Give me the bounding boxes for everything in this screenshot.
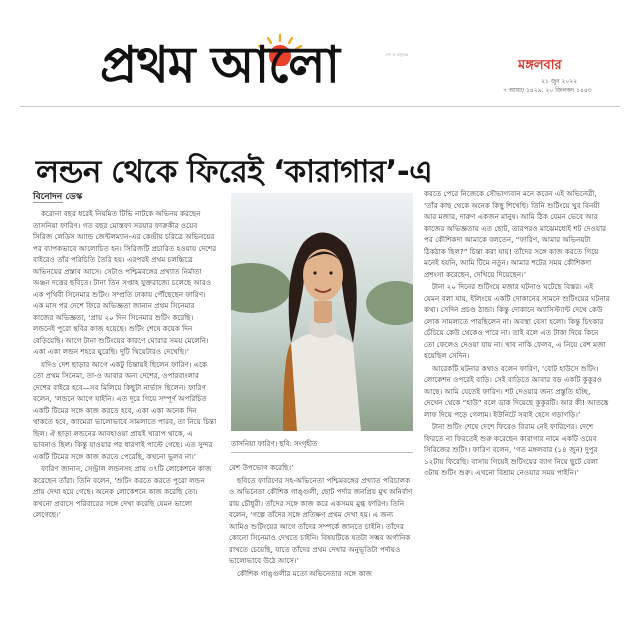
caption-divider [231,452,413,453]
byline-divider [33,202,63,203]
paragraph: আরেকটি ঘটনার কথাও বলেন ফারিণ, ‘বোট হাউসে শুটিং। লোকেশন ওপরেই বাড়ি। সেই বাড়িতে আবার বড় একটি কুকুরও আছে। আমি যেতেই ফারিণ। শট দেওয়ার জন্য প্রস্তুতি হচ্ছি, দেখেন থেকে “হাউ” বলে ডাক দিয়েছে কুকুরটি। আর কী! আতঙ্কে লাফ দিয়ে পড়ে গেলাম। ইউনিটে সবাই হেসে গড়াগড়ি।’ [424,363,609,419]
article-column-2 [229,462,413,617]
portrait-illustration [231,193,413,431]
article-column-3 [424,188,610,617]
paragraph: করতে পেরে নিজেকে সৌভাগ্যবান মনে করেন এই অভিনেত্রী, ‘তাঁর কাছ থেকে অনেক কিছু শিখেছি। তিনি শুটিংয়ে খুব বিনয়ী আর মজার, দারুণ একজন মানুষ। আমি ঠিক যেমন ভেবে আর কাজের অভিজ্ঞতায় এত ছোট, তারপরও মাঝেমধ্যেই শট দেওয়ার পর কৌশিকদা আমাকে বলতেন, “ফারিণ, আমার অভিনয়টা ঠিকঠাক ছিল?” চিন্তা করা যায়! তাঁদের সঙ্গে কাজ করতে গিয়ে মনেই হয়নি, আমি টিমে নতুন। আমার শটের সময় কৌশিকদা প্রশংসা করেছেন, দেখিয়ে দিয়েছেন।’ [424,189,607,279]
masthead [0,0,640,108]
edition-tag: দেশ ও মানুষের [385,52,409,57]
paragraph: করোনা বছর ধরেই নিয়মিত টিভি নাটকে অভিনয় করছেন তাসনিয়া ফারিণ। গত বছর মোস্তফা সরয়ার ফারুকীর ওয়েব সিরিজ লেডিস অ্যান্ড জেন্টলম্যান-এর কেন্দ্রীয় চরিত্রে অভিনয়ের পর ব্যাপকভাবে আলোচিত হন। সিরিজটি প্রচারিত হওয়ায় দেশের বাইরেও তাঁর পরিচিতি তৈরি হয়। এরপরই প্রথম চলচ্চিত্রে অভিনয়ের প্রস্তাব আসে। সেটাও পশ্চিমবঙ্গের প্রখ্যাত নির্মাতা অঞ্জন দত্তের ছবিতে। টানা তিন সপ্তাহ যুক্তরাজ্যে চলেছে আরও এক পৃথিবী সিনেমার শুটিং। সম্প্রতি ঢাকায় পৌঁছেছেন ফারিণ। এক মাস পর দেশে ফিরে অভিজ্ঞতা জানান প্রথম সিনেমার কাজের অভিজ্ঞতা, ‘প্রায় ২০ দিন সিনেমার শুটিং করেছি। লন্ডনেই পুরো ছবির কাজ হয়েছে। শুটিং শেষে কয়েক দিন বেড়িয়েছি। আগে টানা শুটিংয়ের কারণে ঘোরার সময় মেলেনি। একা একা লন্ডন শহরে ঘুরেছি। দুটি থিয়েটারও দেখেছি।’ [33,209,217,356]
logo: প্রথম আলো [100,36,340,94]
masthead-divider [20,106,620,107]
paragraph: ফারিণ জানান, সেন্ট্রাল লন্ডনসহ প্রায় ৩৭টি লোকেশনে কাজ করেছেন তাঁরা। তিনি বলেন, ‘শুটিং করতে করতে পুরো লন্ডন প্রায় দেখা হয়ে গেছে। অনেক লোকেশনে কাজ করেছি তো। কখনো প্রবাসে পরিবারের সঙ্গে দেখা করেছি যেমন ভালো লেগেছে।’ [33,464,212,519]
paragraph: ছবিতে ফারিণের সহ-অভিনেতা পশ্চিমবঙ্গের প্রখ্যাত পরিচালক ও অভিনেতা কৌশিক গাঙ্গুলী, ছোট পর্দার জনপ্রিয় মুখ অনির্বাণ রায় চৌধুরী। তাঁদের সঙ্গে কাজ করে একসময় মুগ্ধ ফারিণ। তিনি বলেন, ‘গল্পে তাঁদের সঙ্গে প্রতিক্ষণ প্রথম দেখা হয়। এ জন্য আমিও শুটিংয়ের আগে তাঁদের সম্পর্কে জানতে চাইনি। তাঁদের কোনো সিনেমাও দেখতে চাইনি। বিষয়টিকে যতটা সম্ভব অর্গানিক রাখতে চেয়েছি, যাতে তাঁদের প্রথম দেখার অনুভূতিটা পর্দায়ও ভালোভাবে উঠে আসে।’ [229,475,413,565]
paragraph: কৌশিক গাঙ্গুলীর মতো অভিনেতার সঙ্গে কাজ [237,568,373,578]
paragraph: যদিও দেশ ছাড়ার আগে একটু চিন্তায়ই ছিলেন ফারিণ। একে তো প্রথম সিনেমা, তা-ও আবার অন্য দেশের, ওপারবাংলার দেশের বাইরে হবে—সব মিলিয়ে কিছুটা নার্ভাস ছিলেন। ফারিণ বলেন, ‘লন্ডনে আগে যাইনি। এত দূরে গিয়ে সম্পূর্ণ অপরিচিত একটি টিমের সঙ্গে কাজ করতে হবে, একা একা অনেক দিন থাকতে হবে, ক্যামেরা ভালোভাবে সামলাতে পারব, তা নিয়ে চিন্তা ছিল। ঐ ছাড়া লন্ডনের আবহাওয়া প্রায়ই খারাপ থাকে, এ ভাবনাও ছিল। কিন্তু যাওয়ার পর ধারণাই পাল্টে গেছে। এত সুন্দর একটি টিমের সঙ্গে কাজ করতে পেরেছি, কখনো ভুলব না।’ [33,359,217,461]
date-english: ২১ জুন ২০২২ [541,78,578,85]
article-photo [231,193,413,431]
article-headline: লন্ডন থেকে ফিরেই ‘কারাগার’-এ [36,154,433,190]
article-column-1 [33,208,217,615]
publication-day: মঙ্গলবার [518,58,562,73]
paragraph: বেশ উপভোগ করেছি।’ [229,463,294,472]
byline: বিনোদন ডেস্ক [33,192,83,202]
photo-caption: তাসনিয়া ফারিণ। ছবি: সংগৃহীত [231,440,318,448]
paragraph: টানা শুটিং শেষে দেশে ফিরেও বিরাম নেই ফারিণের। দেশে ফিরতে না ফিরতেই শুরু করেছেন কারাগার নামে একটি ওয়েব সিরিজের শুটিং। ফারিণ বলেন, ‘গত মঙ্গলবার (১৪ জুন) দুপুর ১২টায় ফিরেছি। বাসায় গিয়েই শুটিংয়ের ব্যাগ নিয়ে ছুটে বেলা ৩টায় শুটিং শুরু। এখনো বিশ্রাম নেওয়ার সময় পাইনি।’ [424,422,598,477]
paragraph: টানা ২০ দিনের শুটিংয়ে মজার ঘটনাও ঘটেছে বিস্তর। এই যেমন বলা যায়, ইলিংয়ে একটি দোকানের সামনে শুটিংয়ের ঘটনার কথা। সেদিন প্রচণ্ড ঠান্ডা। কিন্তু দোকানে অ্যাসিস্ট্যান্ট দেখে কেউ লোক সামলাতে পারছিলেন না। অবস্থা বেসা হলো। কিন্তু চিৎকার চেঁচিয়ে কেউ থেকেও পারে না। তাই বলে এত টাকা দিয়ে কিনে তো ফেলেও দেওয়া যায় না। খাব নাকি ফেলব, এ নিয়ে বেশ মজা হয়েছিল সেদিন। [424,282,610,360]
date-bangla: ৭ আষাঢ় ১৪২৯; ২০ জিলকদ ১৪৪৩ [503,87,592,94]
